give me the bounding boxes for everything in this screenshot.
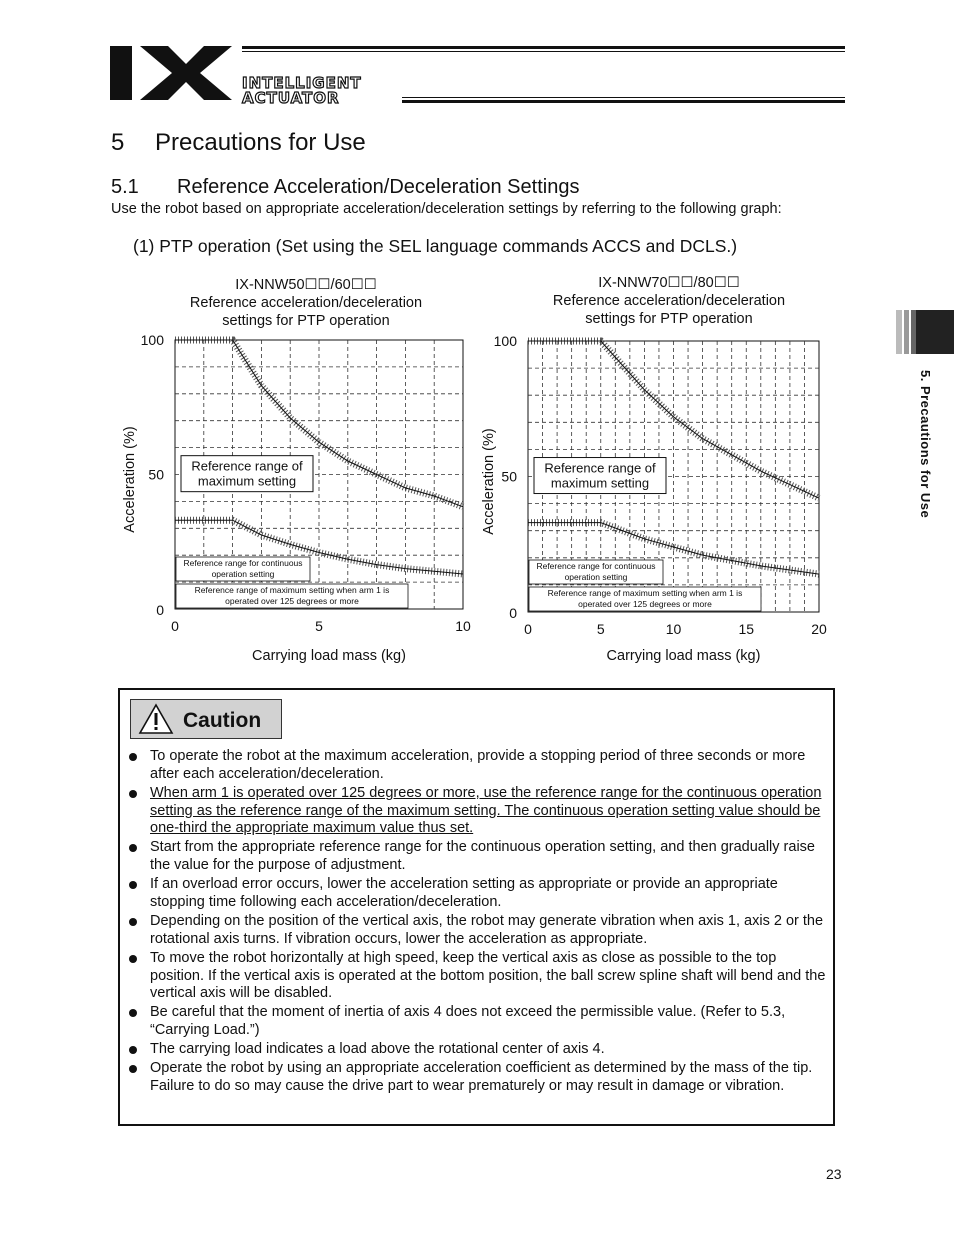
chart-title-line: IX-NNW70☐☐/80☐☐: [598, 275, 740, 291]
caution-item: If an overload error occurs, lower the acceleration setting as appropriate or provide an appropriate stopping time following each acceleration/deceleration.: [126, 876, 831, 912]
side-tab-label: 5. Precautions for Use: [918, 370, 933, 519]
chart-title-line: IX-NNW50☐☐/60☐☐: [235, 277, 377, 293]
y-tick-label: 50: [501, 468, 517, 485]
annotation-max-line1: Reference range of: [191, 458, 303, 474]
caution-item: Operate the robot by using an appropriate acceleration coefficient as determined by the mass of the tip. Failure to do so may cause the drive part to wear prematurely or may result in damage or vibration.: [126, 1060, 831, 1096]
subsection-number: 5.1: [111, 176, 139, 198]
item-heading: (1) PTP operation (Set using the SEL language commands ACCS and DCLS.): [133, 236, 738, 256]
annotation-cont-line2: operation setting: [564, 572, 628, 582]
chart-title-line: Reference acceleration/deceleration: [189, 295, 423, 311]
caution-item: Be careful that the moment of inertia of axis 4 does not exceed the permissible value. (Refer to 5.3, “Carrying Load.”): [126, 1004, 831, 1040]
caution-item: When arm 1 is operated over 125 degrees or more, use the reference range for the continuous operation setting as the reference range of the maximum setting. The continuous operation setting value should be one-third the appropriate maximum value thus set.: [126, 785, 831, 838]
caution-list: [126, 748, 831, 1097]
y-axis-label: Acceleration (%): [122, 426, 138, 533]
logo-line2: ACTUATOR: [242, 89, 340, 107]
x-tick-label: 0: [524, 621, 532, 637]
y-axis-label: Acceleration (%): [481, 428, 497, 535]
x-tick-label: 15: [738, 621, 755, 637]
annotation-cont-line2: operation setting: [211, 569, 275, 579]
x-tick-label: 0: [171, 618, 179, 634]
annotation-cont-line1: Reference range for continuous: [183, 558, 303, 568]
x-axis-label: Carrying load mass (kg): [606, 648, 761, 664]
caution-item: To move the robot horizontally at high speed, keep the vertical axis as close as possible to the top position. If the vertical axis is operated at the bottom position, the ball screw spline shaft will bend and the vertical axis will be disabled.: [126, 950, 831, 1003]
y-tick-label: 100: [140, 332, 164, 348]
annotation-arm1-line2: operated over 125 degrees or more: [578, 599, 712, 609]
caution-item: The carrying load indicates a load above the rotational center of axis 4.: [126, 1041, 831, 1059]
y-tick-label: 0: [156, 602, 164, 618]
caution-item: Depending on the position of the vertical axis, the robot may generate vibration when axis 1, axis 2 or the rotational axis turns. If vibration occurs, lower the acceleration as appropriate.: [126, 913, 831, 949]
x-tick-label: 5: [596, 621, 605, 637]
caution-item: To operate the robot at the maximum acceleration, provide a stopping period of three seconds or more after each acceleration/deceleration.: [126, 748, 831, 784]
warning-icon: [138, 703, 174, 735]
chart-title-line: Reference acceleration/deceleration: [552, 293, 786, 309]
section-title: Precautions for Use: [155, 129, 366, 156]
caution-item: Start from the appropriate reference range for the continuous operation setting, and then gradually raise the value for the purpose of adjustment.: [126, 839, 831, 875]
caution-title: Caution: [183, 709, 262, 732]
y-tick-label: 100: [493, 333, 517, 349]
x-tick-label: 10: [455, 618, 471, 634]
chart-title-line: settings for PTP operation: [585, 311, 753, 327]
x-tick-label: 20: [811, 621, 827, 637]
annotation-max-line2: maximum setting: [550, 475, 650, 491]
x-tick-label: 5: [315, 618, 323, 634]
subsection-title: Reference Acceleration/Deceleration Settings: [177, 176, 580, 198]
annotation-max-line1: Reference range of: [544, 460, 656, 476]
logo-line1: INTELLIGENT: [242, 74, 362, 92]
annotation-arm1-line1: Reference range of maximum setting when arm 1 is: [194, 585, 390, 595]
y-tick-label: 0: [509, 605, 517, 621]
annotation-arm1-line1: Reference range of maximum setting when arm 1 is: [547, 588, 743, 598]
annotation-arm1-line2: operated over 125 degrees or more: [225, 596, 359, 606]
x-axis-label: Carrying load mass (kg): [252, 648, 406, 664]
chart-title-line: settings for PTP operation: [222, 313, 390, 329]
page-number: 23: [826, 1166, 842, 1182]
annotation-max-line2: maximum setting: [197, 473, 297, 489]
x-tick-label: 10: [665, 621, 682, 637]
section-number: 5: [111, 129, 125, 156]
y-tick-label: 50: [148, 466, 164, 483]
annotation-cont-line1: Reference range for continuous: [536, 561, 656, 571]
intro-text: Use the robot based on appropriate acceleration/deceleration settings by referring to the following graph:: [111, 201, 782, 217]
